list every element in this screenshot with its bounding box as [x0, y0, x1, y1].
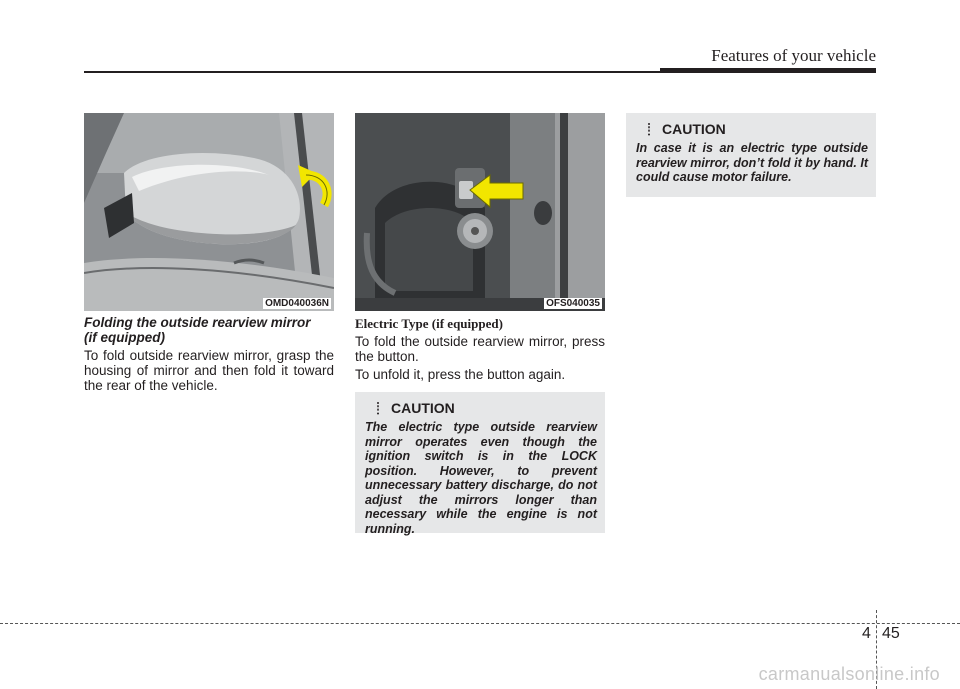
- caution-box: [355, 392, 605, 536]
- mirror-fold-photo: [84, 113, 334, 311]
- caution-text: The electric type outside rearview mirror operates even though the ignition switch is in the LOCK position. However, to prevent unnecessary battery discharge, do not adjust the mirrors longer than necessary while the engine is not running.: [365, 420, 597, 536]
- caution-text: In case it is an electric type outside rearview mirror, don’t fold it by hand. It could cause motor failure.: [636, 141, 868, 184]
- body-paragraph-2: To unfold it, press the button again.: [355, 367, 566, 382]
- image-code: OFS040035: [546, 298, 600, 309]
- mirror-button-photo: [355, 113, 605, 311]
- section-title: Features of your vehicle: [711, 46, 876, 65]
- subheading-line1: Folding the outside rearview mirror: [84, 315, 311, 330]
- chapter-number: 4: [862, 625, 871, 642]
- column-2-text: [355, 316, 605, 385]
- column-1-text: [84, 315, 334, 396]
- warning-icon: [371, 401, 385, 415]
- subheading: Electric Type (if equipped): [355, 316, 503, 331]
- watermark: carmanualsonline.info: [758, 664, 940, 684]
- body-paragraph: To fold outside rearview mirror, grasp the housing of mirror and then fold it toward the rear of the vehicle.: [84, 348, 334, 393]
- caution-header: [642, 121, 868, 137]
- image-code: OMD040036N: [265, 298, 329, 309]
- page-number: 45: [882, 625, 900, 642]
- warning-icon: [642, 122, 656, 136]
- header-rule-accent: [660, 68, 876, 73]
- caution-header: [371, 400, 597, 416]
- subheading-line2: (if equipped): [84, 330, 165, 345]
- caution-label: CAUTION: [662, 121, 726, 137]
- caution-box-2: [626, 113, 876, 197]
- body-paragraph-1: To fold the outside rearview mirror, press the button.: [355, 334, 605, 364]
- footer-rule: [0, 623, 960, 624]
- caution-label: CAUTION: [391, 400, 455, 416]
